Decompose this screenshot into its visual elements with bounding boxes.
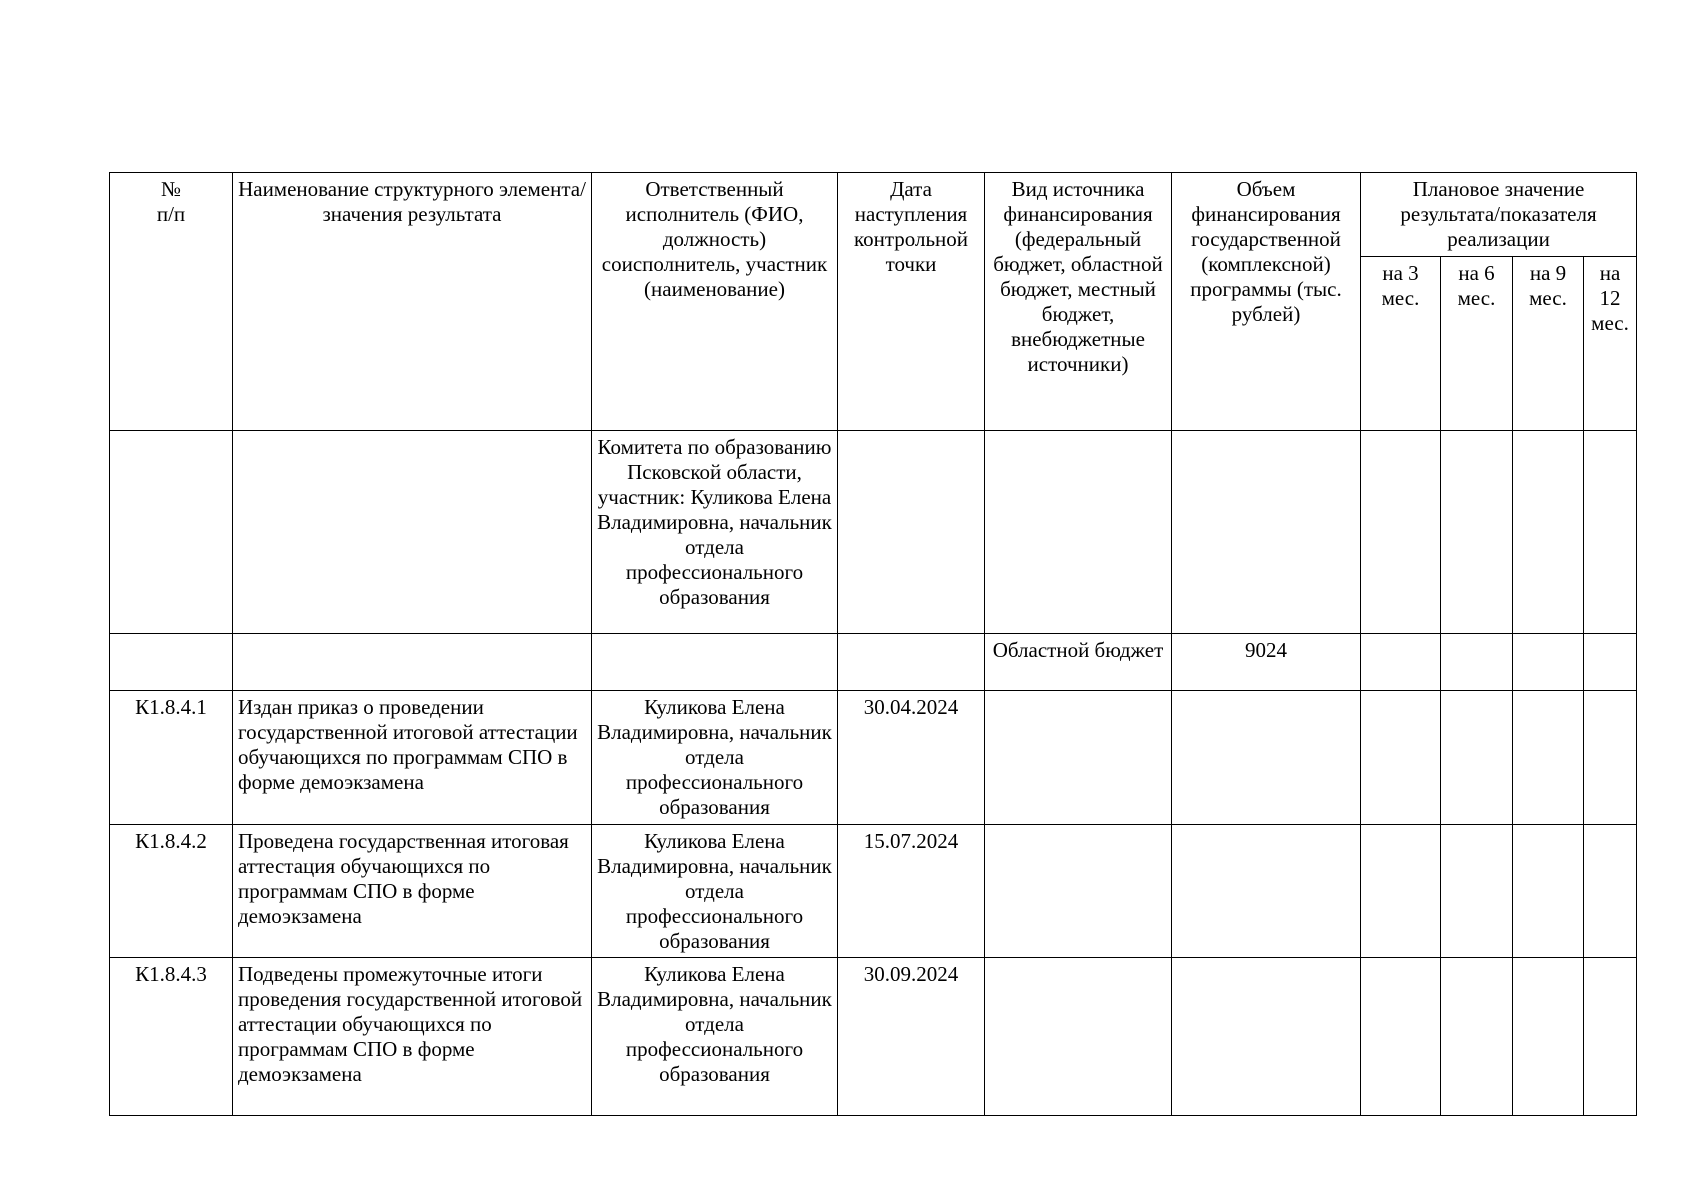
cell-9-months bbox=[1513, 431, 1584, 634]
cell-3-months bbox=[1361, 958, 1441, 1116]
cell-12-months bbox=[1584, 958, 1637, 1116]
cell-name bbox=[233, 431, 592, 634]
header-3-months: на 3 мес. bbox=[1361, 257, 1441, 431]
cell-source bbox=[985, 958, 1172, 1116]
cell-date: 15.07.2024 bbox=[838, 825, 985, 958]
header-source: Вид источника финансирования (федеральный бюджет, областной бюджет, местный бюджет, внебюджетные источники) bbox=[985, 173, 1172, 431]
cell-num: К1.8.4.3 bbox=[110, 958, 233, 1116]
cell-volume: 9024 bbox=[1172, 634, 1361, 691]
table-body bbox=[110, 431, 1637, 1116]
cell-num: К1.8.4.1 bbox=[110, 691, 233, 825]
header-date: Дата наступления контрольной точки bbox=[838, 173, 985, 431]
cell-name: Издан приказ о проведении государственной итоговой аттестации обучающихся по программам СПО в форме демоэкзамена bbox=[233, 691, 592, 825]
cell-6-months bbox=[1441, 431, 1513, 634]
table-row bbox=[110, 691, 1637, 825]
cell-3-months bbox=[1361, 691, 1441, 825]
cell-date bbox=[838, 634, 985, 691]
cell-6-months bbox=[1441, 825, 1513, 958]
cell-12-months bbox=[1584, 431, 1637, 634]
cell-3-months bbox=[1361, 431, 1441, 634]
cell-12-months bbox=[1584, 691, 1637, 825]
cell-volume bbox=[1172, 431, 1361, 634]
cell-12-months bbox=[1584, 825, 1637, 958]
cell-9-months bbox=[1513, 691, 1584, 825]
cell-9-months bbox=[1513, 958, 1584, 1116]
cell-date bbox=[838, 431, 985, 634]
header-6-months: на 6 мес. bbox=[1441, 257, 1513, 431]
cell-6-months bbox=[1441, 691, 1513, 825]
header-num bbox=[110, 173, 233, 431]
header-responsible: Ответственный исполнитель (ФИО, должность) соисполнитель, участник (наименование) bbox=[592, 173, 838, 431]
cell-responsible: Куликова Елена Владимировна, начальник отдела профессионального образования bbox=[592, 958, 838, 1116]
table-row bbox=[110, 958, 1637, 1116]
cell-name: Проведена государственная итоговая аттестация обучающихся по программам СПО в форме демоэкзамена bbox=[233, 825, 592, 958]
header-planned: Плановое значение результата/показателя реализации bbox=[1361, 173, 1637, 257]
cell-source bbox=[985, 691, 1172, 825]
cell-9-months bbox=[1513, 634, 1584, 691]
cell-responsible: Куликова Елена Владимировна, начальник отдела профессионального образования bbox=[592, 691, 838, 825]
cell-volume bbox=[1172, 691, 1361, 825]
cell-num bbox=[110, 431, 233, 634]
header-12-months: на 12 мес. bbox=[1584, 257, 1637, 431]
cell-source bbox=[985, 825, 1172, 958]
cell-volume bbox=[1172, 958, 1361, 1116]
cell-responsible: Куликова Елена Владимировна, начальник отдела профессионального образования bbox=[592, 825, 838, 958]
cell-3-months bbox=[1361, 634, 1441, 691]
cell-source bbox=[985, 431, 1172, 634]
cell-responsible: Комитета по образованию Псковской области, участник: Куликова Елена Владимировна, начальник отдела профессионального образования bbox=[592, 431, 838, 634]
cell-num: К1.8.4.2 bbox=[110, 825, 233, 958]
header-name: Наименование структурного элемента/ значения результата bbox=[233, 173, 592, 431]
cell-responsible bbox=[592, 634, 838, 691]
cell-6-months bbox=[1441, 958, 1513, 1116]
cell-name: Подведены промежуточные итоги проведения государственной итоговой аттестации обучающихся по программам СПО в форме демоэкзамена bbox=[233, 958, 592, 1116]
header-num-text: № п/п bbox=[156, 177, 186, 226]
cell-num bbox=[110, 634, 233, 691]
cell-6-months bbox=[1441, 634, 1513, 691]
cell-date: 30.04.2024 bbox=[838, 691, 985, 825]
cell-9-months bbox=[1513, 825, 1584, 958]
table-header bbox=[110, 173, 1637, 431]
table-row bbox=[110, 431, 1637, 634]
table-row bbox=[110, 634, 1637, 691]
cell-source: Областной бюджет bbox=[985, 634, 1172, 691]
cell-date: 30.09.2024 bbox=[838, 958, 985, 1116]
cell-name bbox=[233, 634, 592, 691]
header-volume: Объем финансирования государственной (комплексной) программы (тыс. рублей) bbox=[1172, 173, 1361, 431]
plan-table bbox=[109, 172, 1637, 1116]
cell-3-months bbox=[1361, 825, 1441, 958]
cell-12-months bbox=[1584, 634, 1637, 691]
table-row bbox=[110, 825, 1637, 958]
header-9-months: на 9 мес. bbox=[1513, 257, 1584, 431]
cell-volume bbox=[1172, 825, 1361, 958]
